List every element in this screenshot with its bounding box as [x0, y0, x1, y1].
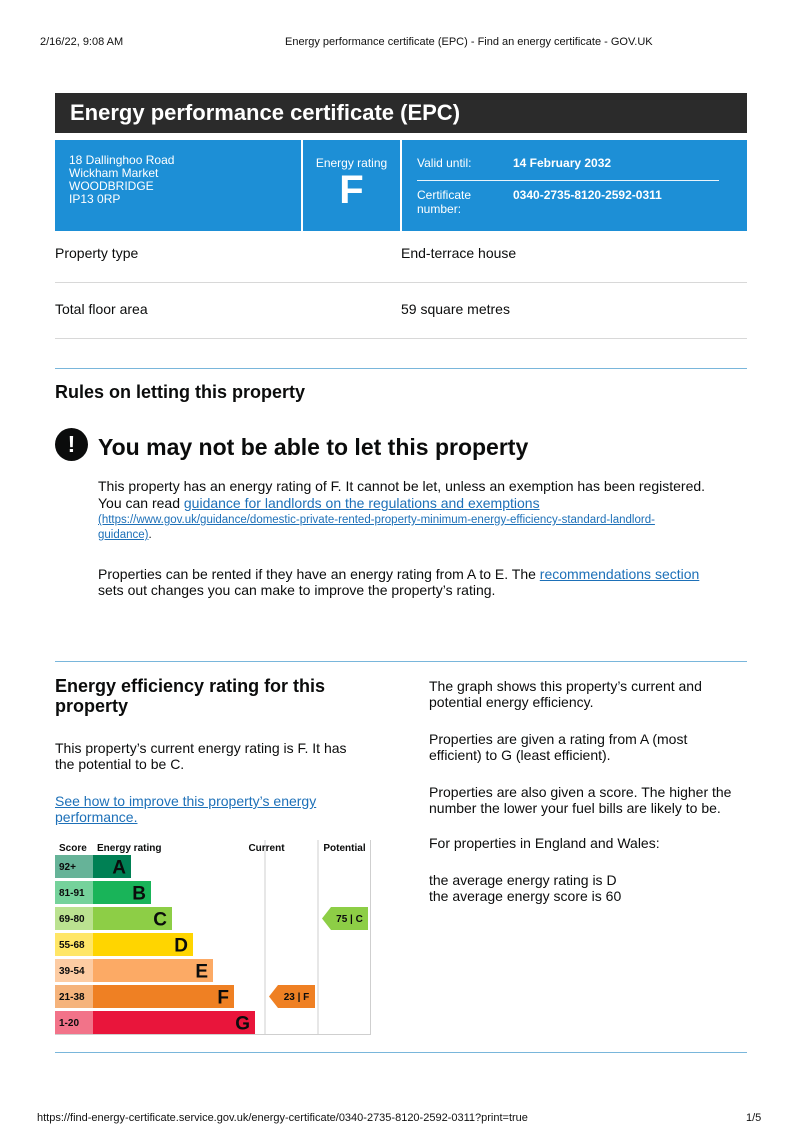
certificate-label-2: number: [417, 202, 462, 216]
band-letter-e: E [195, 961, 208, 983]
print-datetime: 2/16/22, 9:08 AM [40, 36, 124, 48]
band-range-d: 55-68 [59, 940, 85, 951]
band-letter-a: A [112, 857, 126, 879]
average-rating-text: the average energy rating is D [429, 872, 617, 888]
row-divider [55, 338, 747, 339]
energy-rating-value: F [339, 168, 364, 212]
efficiency-heading-1: Energy efficiency rating for this [55, 676, 326, 696]
letting-paragraph-2b: sets out changes you can make to improve the property’s rating. [98, 582, 496, 598]
current-rating-text-1: This property’s current energy rating is F. It has [55, 740, 347, 756]
letting-paragraph-2 [98, 566, 699, 582]
potential-rating-label: 75 | C [336, 914, 363, 925]
rent-prefix: Properties can be rented if they have an energy rating from A to E. The [98, 566, 536, 582]
band-range-f: 21-38 [59, 992, 85, 1003]
guidance-url-line1[interactable]: (https://www.gov.uk/guidance/domestic-private-rented-property-minimum-energy-efficiency-standard-landlord- [98, 514, 655, 526]
graph-description-2: potential energy efficiency. [429, 694, 594, 710]
print-page-number: 1/5 [746, 1112, 762, 1124]
band-range-e: 39-54 [59, 966, 85, 977]
score-description-2: number the lower your fuel bills are likely to be. [429, 800, 721, 816]
average-score-text: the average energy score is 60 [429, 888, 622, 904]
address-line2: Wickham Market [69, 166, 159, 180]
energy-rating-label: Energy rating [315, 156, 388, 170]
print-url: https://find-energy-certificate.service.gov.uk/energy-certificate/0340-2735-8120-2592-0311?print=true [37, 1112, 528, 1124]
graph-description-1: The graph shows this property’s current and [429, 678, 702, 694]
chart-header-current: Current [248, 843, 285, 854]
certificate-label-1: Certificate [417, 188, 472, 202]
guidance-url-end: . [148, 529, 152, 541]
band-letter-b: B [132, 883, 146, 905]
valid-until-value: 14 February 2032 [513, 156, 612, 170]
certificate-number: 0340-2735-8120-2592-0311 [513, 188, 662, 202]
current-rating-label: 23 | F [283, 992, 310, 1003]
property-type-value: End-terrace house [401, 245, 517, 261]
chart-header-score: Score [59, 843, 87, 854]
exclamation-icon: ! [55, 428, 88, 461]
floor-area-label: Total floor area [55, 301, 148, 317]
band-range-c: 69-80 [59, 914, 85, 925]
rating-description-2: efficient) to G (least efficient). [429, 747, 611, 763]
band-range-g: 1-20 [59, 1018, 80, 1029]
letting-heading: Rules on letting this property [55, 382, 306, 402]
letting-paragraph-1b [98, 495, 540, 511]
rating-description-1: Properties are given a rating from A (most [429, 731, 688, 747]
guidance-url-line2[interactable]: guidance) [98, 529, 149, 541]
row-divider [55, 282, 747, 283]
section-divider [55, 368, 747, 369]
efficiency-heading-2: property [55, 696, 129, 716]
floor-area-value: 59 square metres [401, 301, 510, 317]
page-title: Energy performance certificate (EPC) [55, 93, 747, 133]
energy-rating-chart [55, 840, 371, 1036]
address-line1: 18 Dallinghoo Road [69, 153, 175, 167]
validity-divider [417, 180, 719, 181]
alert-title: You may not be able to let this property [98, 434, 529, 460]
letting-paragraph-1: This property has an energy rating of F. It cannot be let, unless an exemption has been registered. [98, 478, 706, 494]
band-range-a: 92+ [59, 862, 76, 873]
guidance-prefix: You can read [98, 495, 180, 511]
improve-link-2[interactable]: performance. [55, 809, 138, 825]
address-postcode: IP13 0RP [69, 192, 121, 206]
recommendations-link[interactable]: recommendations section [539, 566, 700, 582]
band-letter-f: F [217, 987, 229, 1009]
current-rating-text-2: the potential to be C. [55, 756, 185, 772]
print-page-title: Energy performance certificate (EPC) - Find an energy certificate - GOV.UK [285, 36, 653, 48]
band-letter-g: G [235, 1013, 250, 1035]
band-range-b: 81-91 [59, 888, 85, 899]
address-box [55, 140, 301, 231]
band-letter-d: D [174, 935, 188, 957]
band-bar-g [93, 1011, 255, 1034]
england-wales-text: For properties in England and Wales: [429, 835, 660, 851]
valid-until-label: Valid until: [417, 156, 472, 170]
section-divider [55, 661, 747, 662]
band-bar-f [93, 985, 234, 1008]
section-divider [55, 1052, 747, 1053]
guidance-link[interactable]: guidance for landlords on the regulations and exemptions [183, 495, 540, 511]
guidance-url-line2-wrap [98, 529, 152, 541]
property-type-label: Property type [55, 245, 139, 261]
chart-header-rating: Energy rating [97, 843, 162, 854]
address-line3: WOODBRIDGE [69, 179, 154, 193]
validity-box [402, 140, 747, 231]
chart-header-potential: Potential [323, 843, 366, 854]
energy-rating-box [303, 140, 400, 231]
score-description-1: Properties are also given a score. The higher the [429, 784, 732, 800]
improve-link-1[interactable]: See how to improve this property’s energy [55, 793, 317, 809]
band-letter-c: C [153, 909, 167, 931]
